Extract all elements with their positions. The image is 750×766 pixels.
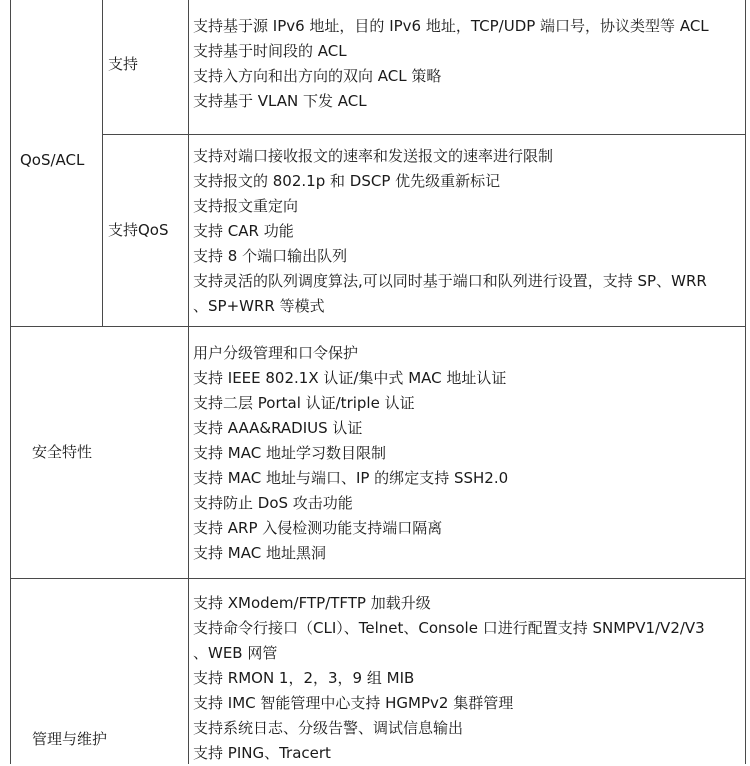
- list-item: 支持 8 个端口输出队列: [193, 247, 348, 265]
- acl-feature-list: [193, 14, 743, 114]
- row-divider-acl-qos: [102, 134, 746, 135]
- list-item: 支持系统日志、分级告警、调试信息输出: [193, 719, 464, 737]
- list-item: 支持 CAR 功能: [193, 222, 294, 240]
- management-feature-list: [193, 591, 743, 766]
- qos-feature-list: [193, 144, 743, 319]
- list-item: 支持对端口接收报文的速率和发送报文的速率进行限制: [193, 147, 554, 165]
- list-item: 支持灵活的队列调度算法,可以同时基于端口和队列进行设置，支持 SP、WRR: [193, 272, 707, 290]
- list-item: 支持 AAA&RADIUS 认证: [193, 419, 363, 437]
- list-item: 、SP+WRR 等模式: [193, 297, 325, 315]
- list-item: 支持 MAC 地址与端口、IP 的绑定支持 SSH2.0: [193, 469, 509, 487]
- list-item: 支持 MAC 地址学习数目限制: [193, 444, 386, 462]
- list-item: 支持命令行接口（CLI）、Telnet、Console 口进行配置支持 SNMPV1/V2/V3: [193, 619, 705, 637]
- list-item: 、WEB 网管: [193, 644, 278, 662]
- table-border-left: [10, 0, 11, 764]
- subcategory-acl-support: 支持: [108, 55, 139, 73]
- category-security: 安全特性: [32, 443, 93, 461]
- list-item: 支持二层 Portal 认证/triple 认证: [193, 394, 415, 412]
- category-management: 管理与维护: [32, 730, 108, 748]
- list-item: 支持 IMC 智能管理中心支持 HGMPv2 集群管理: [193, 694, 514, 712]
- list-item: 支持入方向和出方向的双向 ACL 策略: [193, 67, 442, 85]
- list-item: 用户分级管理和口令保护: [193, 344, 359, 362]
- list-item: 支持基于时间段的 ACL: [193, 42, 347, 60]
- list-item: 支持基于源 IPv6 地址，目的 IPv6 地址，TCP/UDP 端口号，协议类型等 ACL: [193, 17, 709, 35]
- list-item: 支持 ARP 入侵检测功能支持端口隔离: [193, 519, 443, 537]
- list-item: 支持 XModem/FTP/TFTP 加载升级: [193, 594, 431, 612]
- list-item: 支持 PING、Tracert: [193, 744, 331, 762]
- security-feature-list: [193, 341, 743, 566]
- list-item: 支持 MAC 地址黑洞: [193, 544, 326, 562]
- row-divider-security-management: [10, 578, 746, 579]
- list-item: 支持基于 VLAN 下发 ACL: [193, 92, 367, 110]
- list-item: 支持 IEEE 802.1X 认证/集中式 MAC 地址认证: [193, 369, 507, 387]
- list-item: 支持防止 DoS 攻击功能: [193, 494, 353, 512]
- column-divider-content: [188, 0, 189, 764]
- list-item: 支持 RMON 1，2，3，9 组 MIB: [193, 669, 415, 687]
- column-divider-subcategory: [102, 0, 103, 326]
- list-item: 支持报文重定向: [193, 197, 299, 215]
- row-divider-qos-security: [10, 326, 746, 327]
- category-qos-acl: QoS/ACL: [20, 151, 85, 169]
- subcategory-qos-support: 支持QoS: [108, 221, 169, 239]
- list-item: 支持报文的 802.1p 和 DSCP 优先级重新标记: [193, 172, 501, 190]
- table-border-right: [745, 0, 746, 764]
